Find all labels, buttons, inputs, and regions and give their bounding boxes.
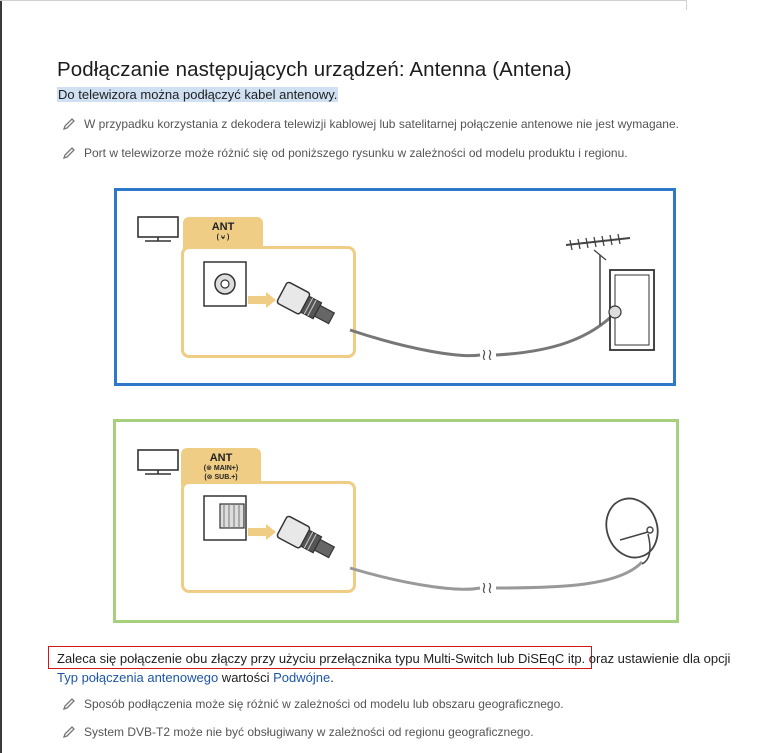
satellite-dish-illustration [330, 490, 670, 610]
page-edge-top [0, 0, 686, 1]
page-title: Podłączanie następujących urządzeń: Antenna (Antena) [57, 58, 572, 81]
ant-port-sublabel: ( ⍱ ) [216, 234, 230, 241]
recommendation-rest: oraz ustawienie dla opcji [585, 651, 731, 666]
page-subtitle: Do telewizora można podłączyć kabel antenowy. [58, 87, 338, 102]
link-antenna-connection-type[interactable]: Typ połączenia antenowego [57, 670, 219, 685]
tv-icon [137, 449, 179, 477]
pencil-icon [62, 146, 76, 160]
note-item [62, 697, 564, 711]
pencil-icon [62, 697, 76, 711]
page-edge-left [0, 0, 2, 753]
note-item [62, 146, 628, 160]
note-text: W przypadku korzystania z dekodera telewizji kablowej lub satelitarnej połączenie antenowe nie jest wymagane. [84, 117, 679, 131]
page-edge-right [686, 0, 687, 10]
recommendation-highlighted: Zaleca się połączenie obu złączy przy użyciu przełącznika typu Multi-Switch lub DiSEqC itp. [57, 651, 586, 666]
pencil-icon [62, 725, 76, 739]
note-text: System DVB-T2 może nie być obsługiwany w zależności od regionu geograficznego. [84, 725, 534, 739]
recommendation-line-2 [57, 670, 334, 685]
ant-port-sublabel-sub: (⊗ SUB.+) [204, 474, 238, 481]
pencil-icon [62, 117, 76, 131]
tv-icon [137, 216, 179, 244]
ant-port-sublabel-main: (⊗ MAIN+) [203, 465, 239, 472]
note-item [62, 725, 534, 739]
antenna-cable-illustration [330, 230, 670, 370]
svg-text:≀≀: ≀≀ [481, 345, 493, 364]
svg-text:≀≀: ≀≀ [481, 578, 493, 597]
recommendation-line-1 [57, 651, 730, 666]
ant-port-label: ANT [209, 452, 233, 464]
note-item [62, 117, 679, 131]
recommendation-middle: wartości [218, 670, 274, 685]
link-dual[interactable]: Podwójne [273, 670, 331, 685]
ant-port-label: ANT [211, 221, 235, 233]
recommendation-end: . [330, 670, 334, 685]
note-text: Sposób podłączenia może się różnić w zależności od modelu lub obszaru geograficznego. [84, 697, 564, 711]
note-text: Port w telewizorze może różnić się od poniższego rysunku w zależności od modelu produktu i regionu. [84, 146, 628, 160]
